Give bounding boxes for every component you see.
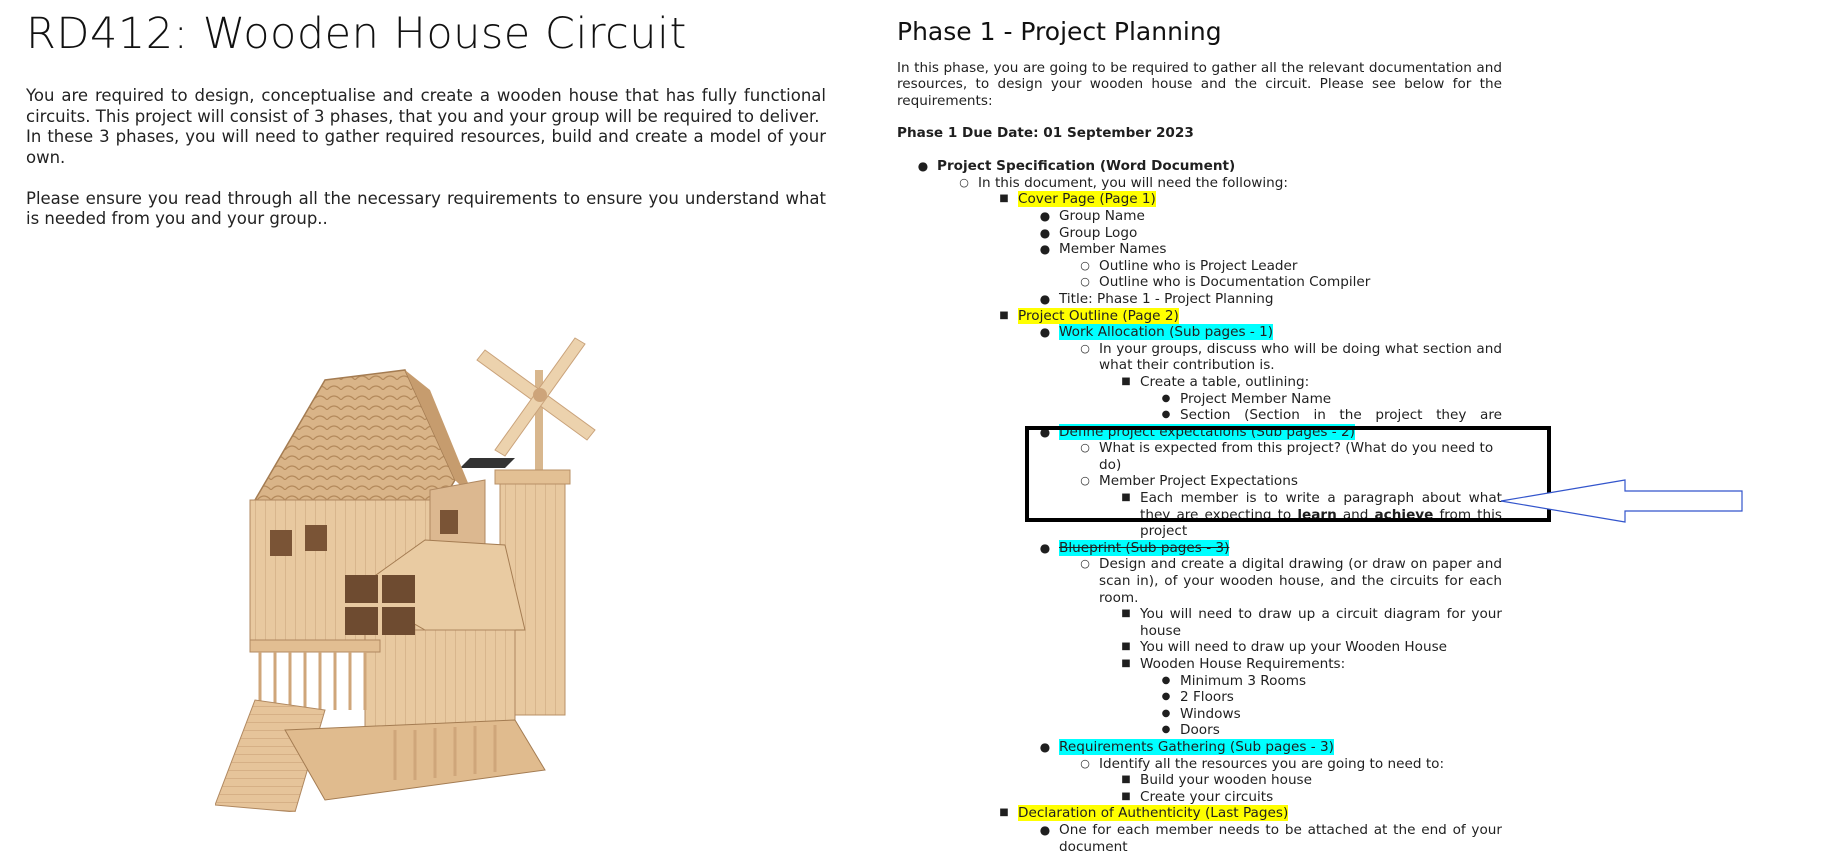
list-item: ● Member Names [897, 241, 1502, 258]
intro-paragraph-2: In these 3 phases, you will need to gather required resources, build and create a model of your own. [26, 127, 826, 167]
list-item: ○ Outline who is Project Leader [897, 258, 1502, 275]
list-item: ■ You will need to draw up your Wooden House [897, 639, 1502, 656]
list-item: ● Project Specification (Word Document) [897, 158, 1502, 175]
list-item: ● Windows [897, 706, 1502, 723]
bullet-disc-icon: ● [1161, 707, 1171, 719]
list-item: ■ Project Outline (Page 2) [897, 308, 1502, 325]
list-item: ● Minimum 3 Rooms [897, 673, 1502, 690]
expectation-paragraph: Each member is to write a paragraph about what they are expecting to learn and achieve from this project [1140, 490, 1502, 540]
list-item: ○ In this document, you will need the following: [897, 175, 1502, 192]
bullet-square-icon: ■ [999, 193, 1009, 205]
bullet-square-icon: ■ [1121, 492, 1131, 504]
list-item: ■ Cover Page (Page 1) [897, 191, 1502, 208]
bullet-disc-icon: ● [1039, 225, 1051, 240]
bullet-disc-icon: ● [1161, 674, 1171, 686]
bullet-circle-icon: ○ [1080, 474, 1090, 488]
intro-column [26, 8, 826, 230]
bullet-disc-icon: ● [1039, 208, 1051, 223]
bullet-disc-icon: ● [1161, 691, 1171, 703]
bullet-disc-icon: ● [1039, 325, 1051, 340]
bullet-disc-icon: ● [1161, 409, 1171, 421]
list-item: ■ Build your wooden house [897, 772, 1502, 789]
due-date: Phase 1 Due Date: 01 September 2023 [897, 124, 1194, 141]
bullet-disc-icon: ● [1039, 291, 1051, 306]
list-item: ● Doors [897, 722, 1502, 739]
intro-paragraph-3: Please ensure you read through all the necessary requirements to ensure you understand what is needed from you and your group.. [26, 188, 826, 228]
bullet-circle-icon: ○ [959, 175, 969, 189]
bullet-circle-icon: ○ [1080, 258, 1090, 272]
list-item: ● One for each member needs to be attached at the end of your document [897, 822, 1502, 855]
list-item: ● Group Name [897, 208, 1502, 225]
bullet-disc-icon: ● [1161, 724, 1171, 736]
highlight-box [1025, 426, 1551, 522]
list-item: ● Project Member Name [897, 391, 1502, 408]
list-item: ● Group Logo [897, 225, 1502, 242]
list-item: ● 2 Floors [897, 689, 1502, 706]
bullet-disc-icon: ● [1039, 424, 1051, 439]
list-item: ■ Wooden House Requirements: [897, 656, 1502, 673]
bullet-circle-icon: ○ [1080, 441, 1090, 455]
list-item: ● Blueprint (Sub pages - 3) [897, 540, 1502, 557]
list-item: ○ What is expected from this project? (What do you need to do) [897, 440, 1502, 473]
bullet-square-icon: ■ [1121, 790, 1131, 802]
list-item: ● Section (Section in the project they are [897, 407, 1502, 424]
list-item: ○ In your groups, discuss who will be doing what section and what their contribution is. [897, 341, 1502, 374]
page-title: RD412: Wooden House Circuit [26, 9, 687, 59]
list-item: ■ Declaration of Authenticity (Last Pages) [897, 805, 1502, 822]
list-item: ● Work Allocation (Sub pages - 1) [897, 324, 1502, 341]
list-item: ■ You will need to draw up a circuit diagram for your house [897, 606, 1502, 639]
bullet-disc-icon: ● [1039, 540, 1051, 555]
list-item: ● Title: Phase 1 - Project Planning [897, 291, 1502, 308]
list-item: ■ Create a table, outlining: [897, 374, 1502, 391]
bullet-square-icon: ■ [1121, 608, 1131, 620]
list-item: ○ Identify all the resources you are going to need to: [897, 756, 1502, 773]
bullet-square-icon: ■ [1121, 658, 1131, 669]
list-item: ○ Design and create a digital drawing (or draw on paper and scan in), of your wooden house, and the circuits for each room. [897, 556, 1502, 606]
list-item: ■ Create your circuits [897, 789, 1502, 806]
bullet-disc-icon: ● [1039, 822, 1051, 837]
list-item: ○ Outline who is Documentation Compiler [897, 274, 1502, 291]
phase-title: Phase 1 - Project Planning [897, 17, 1222, 46]
bullet-square-icon: ■ [999, 807, 1009, 819]
intro-text [26, 86, 826, 230]
phase-intro: In this phase, you are going to be required to gather all the relevant documentation and resources, to design your wooden house and the circuit. Please see below for the requirements: [897, 60, 1502, 109]
wooden-house-image [215, 330, 635, 812]
list-item: ○ Member Project Expectations [897, 473, 1502, 490]
bullet-circle-icon: ○ [1080, 756, 1090, 770]
bullet-square-icon: ■ [1121, 375, 1131, 387]
bullet-disc-icon: ● [917, 159, 929, 174]
windmill [477, 338, 595, 470]
left-arrow-icon [1500, 478, 1750, 524]
bullet-square-icon: ■ [1121, 774, 1131, 786]
bullet-circle-icon: ○ [1080, 557, 1090, 571]
list-item: ● Define project expectations (Sub pages - 2) [897, 424, 1502, 441]
bullet-circle-icon: ○ [1080, 275, 1090, 289]
bullet-square-icon: ■ [999, 309, 1009, 321]
bullet-circle-icon: ○ [1080, 341, 1090, 355]
bullet-disc-icon: ● [1039, 242, 1051, 257]
list-item: ● Requirements Gathering (Sub pages - 3) [897, 739, 1502, 756]
bullet-disc-icon: ● [1039, 739, 1051, 754]
intro-paragraph-1: You are required to design, conceptualise and create a wooden house that has fully functional circuits. This project will consist of 3 phases, that you and your group will be required to deliver. [26, 86, 826, 126]
bullet-disc-icon: ● [1161, 392, 1171, 404]
bullet-square-icon: ■ [1121, 641, 1131, 653]
